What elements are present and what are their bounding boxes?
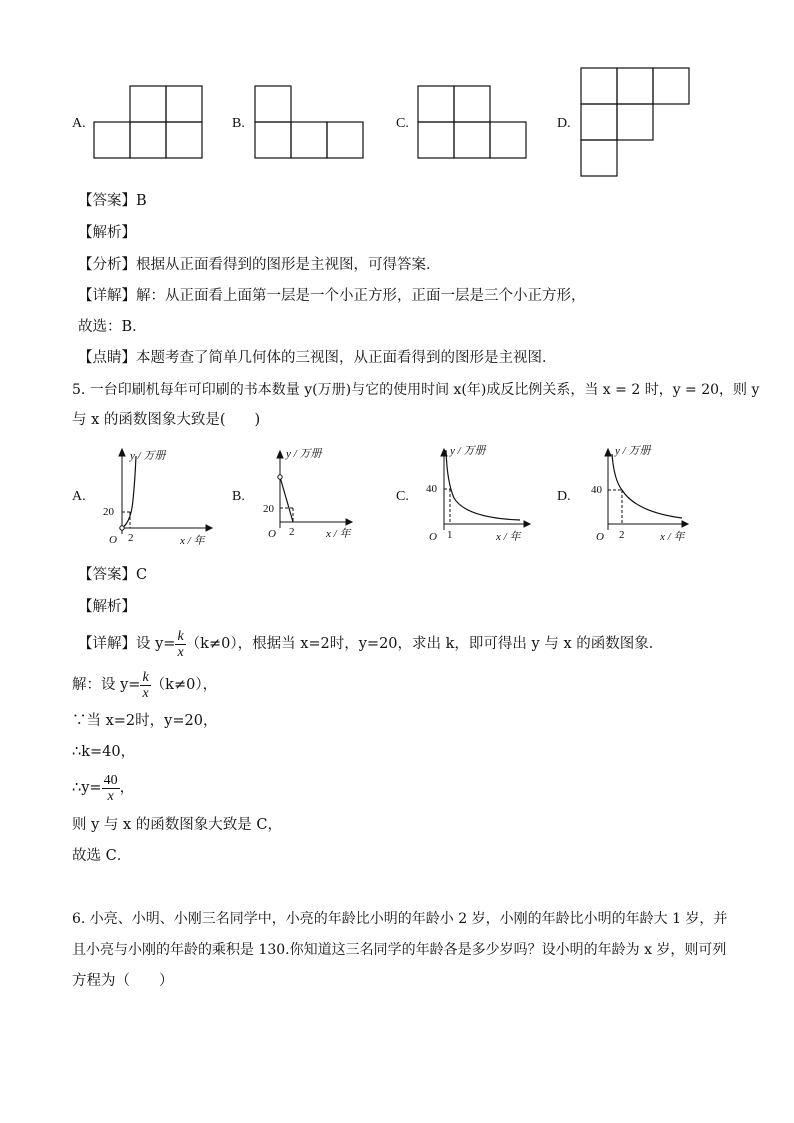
q5-conclusion: 则 y 与 x 的函数图象大致是 C， — [72, 817, 283, 833]
q5-function-suffix: ， — [119, 780, 135, 796]
value-40-label: 40 — [426, 483, 437, 495]
q5-solution-setup — [72, 666, 217, 704]
q4-a-square — [166, 122, 202, 158]
q5-graph-a — [100, 442, 215, 550]
x-axis-label: x / 年 — [496, 531, 521, 543]
q5-stem-line-2: 与 x 的函数图象大致是( ) — [72, 412, 261, 428]
q4-d-square — [581, 68, 617, 104]
q4-b-square — [291, 122, 327, 158]
q4-d-square — [617, 104, 653, 140]
q5-graph-d — [590, 442, 694, 546]
x-axis-label: x / 年 — [180, 535, 205, 547]
curve — [612, 454, 682, 518]
q5-k-line: ∴k=40， — [72, 744, 136, 760]
curve — [446, 450, 520, 520]
q5-option-d-label: D. — [557, 489, 571, 504]
q4-a-square — [130, 122, 166, 158]
open-point — [278, 475, 282, 479]
value-20-label: 20 — [263, 503, 274, 515]
q4-a-square — [130, 86, 166, 122]
q4-option-c-figure — [414, 84, 532, 164]
q4-c-square — [418, 86, 454, 122]
q4-option-a-label: A. — [72, 116, 86, 131]
q6-line-2: 且小亮与小刚的年龄的乘积是 130.你知道这三名同学的年龄各是多少岁吗？设小明的年龄为 x 岁，则可列 — [72, 942, 727, 958]
open-point — [120, 526, 124, 530]
fraction-40-over-x — [102, 773, 120, 804]
q5-graph-c — [420, 442, 535, 546]
fraction-numerator: 40 — [103, 772, 118, 788]
q5-option-a-label: A. — [72, 489, 86, 504]
q5-function-prefix: ∴y= — [72, 780, 102, 796]
curve — [122, 456, 136, 528]
q5-option-c-label: C. — [396, 489, 409, 504]
q5-detail-prefix: 【详解】设 y= — [78, 636, 176, 652]
q5-detail-line — [78, 625, 663, 663]
origin-label: O — [429, 531, 437, 543]
x-axis-label: x / 年 — [326, 528, 351, 540]
q5-answer: 【答案】C — [78, 567, 148, 583]
q4-a-square — [94, 122, 130, 158]
q4-option-d-figure — [578, 66, 694, 182]
q4-dianjing: 【点睛】本题考查了简单几何体的三视图，从正面看得到的图形是主视图． — [78, 350, 557, 366]
tick-2-label: 2 — [619, 529, 625, 541]
fraction-numerator: k — [177, 628, 184, 644]
origin-label: O — [109, 534, 117, 546]
q5-because-line: ∵当 x=2时，y=20， — [72, 713, 218, 729]
fraction-k-over-x — [140, 670, 150, 701]
y-axis-label: y / 万册 — [130, 450, 166, 462]
q4-d-square — [581, 140, 617, 176]
value-40-label: 40 — [591, 484, 602, 496]
q5-analysis-header: 【解析】 — [78, 599, 136, 615]
x-axis-arrow — [682, 521, 688, 527]
q5-stem-line-1: 5. 一台印刷机每年可印刷的书本数量 y(万册)与它的使用时间 x(年)成反比例关系，当 x = 2 时，y = 20，则 y — [72, 382, 760, 398]
fraction-denominator: x — [142, 685, 149, 701]
y-axis-label: y / 万册 — [615, 445, 651, 457]
q4-b-square — [327, 122, 363, 158]
q5-graph-b — [262, 446, 362, 546]
q4-c-square — [418, 122, 454, 158]
q4-c-square — [454, 86, 490, 122]
fraction-denominator: x — [107, 788, 114, 804]
origin-label: O — [268, 528, 276, 540]
q4-c-square — [490, 122, 526, 158]
q5-function-line — [72, 767, 134, 809]
y-axis-arrow — [605, 449, 611, 456]
value-20-label: 20 — [103, 506, 114, 518]
q4-analysis-header: 【解析】 — [78, 225, 136, 241]
q5-solution-suffix: （k≠0）， — [150, 677, 218, 693]
q4-b-square — [255, 86, 291, 122]
tick-1-label: 1 — [447, 529, 453, 541]
q5-solution-prefix: 解：设 y= — [72, 677, 141, 693]
q4-option-b-figure — [251, 84, 369, 164]
q4-option-b-label: B. — [232, 116, 245, 131]
fraction-k-over-x — [175, 629, 185, 660]
q4-option-a-figure — [90, 84, 208, 164]
q6-line-3: 方程为（ ） — [72, 973, 174, 989]
y-axis-arrow — [119, 449, 125, 456]
q5-detail-suffix: （k≠0），根据当 x=2时，y=20，求出 k，即可得出 y 与 x 的函数图象． — [185, 636, 664, 652]
origin-label: O — [596, 531, 604, 543]
q6-line-1: 6. 小亮、小明、小刚三名同学中，小亮的年龄比小明的年龄小 2 岁，小刚的年龄比小明的年龄大 1 岁，并 — [72, 911, 728, 927]
x-axis-arrow — [206, 525, 212, 531]
q4-b-square — [255, 122, 291, 158]
q4-d-square — [653, 68, 689, 104]
x-axis-arrow — [524, 521, 530, 527]
y-axis-label: y / 万册 — [286, 448, 322, 460]
y-axis-arrow — [277, 451, 283, 458]
q5-option-b-label: B. — [232, 489, 245, 504]
q4-choice: 故选：B． — [78, 319, 147, 335]
q4-a-square — [166, 86, 202, 122]
q4-d-square — [617, 68, 653, 104]
fraction-denominator: x — [177, 644, 184, 660]
q4-xiangjie: 【详解】解：从正面看上面第一层是一个小正方形，正面一层是三个小正方形， — [78, 288, 586, 304]
fraction-numerator: k — [142, 669, 149, 685]
segment — [280, 477, 293, 522]
q4-option-c-label: C. — [396, 116, 409, 131]
q5-choice: 故选 C． — [72, 848, 132, 864]
q4-c-square — [454, 122, 490, 158]
q4-d-square — [581, 104, 617, 140]
x-axis-arrow — [346, 519, 352, 525]
q4-option-d-label: D. — [557, 116, 571, 131]
tick-2-label: 2 — [289, 526, 295, 538]
y-axis-label: y / 万册 — [450, 445, 486, 457]
tick-2-label: 2 — [128, 532, 134, 544]
q4-answer: 【答案】B — [78, 193, 147, 209]
q4-fenxi: 【分析】根据从正面看得到的图形是主视图，可得答案． — [78, 257, 441, 273]
x-axis-label: x / 年 — [660, 531, 685, 543]
